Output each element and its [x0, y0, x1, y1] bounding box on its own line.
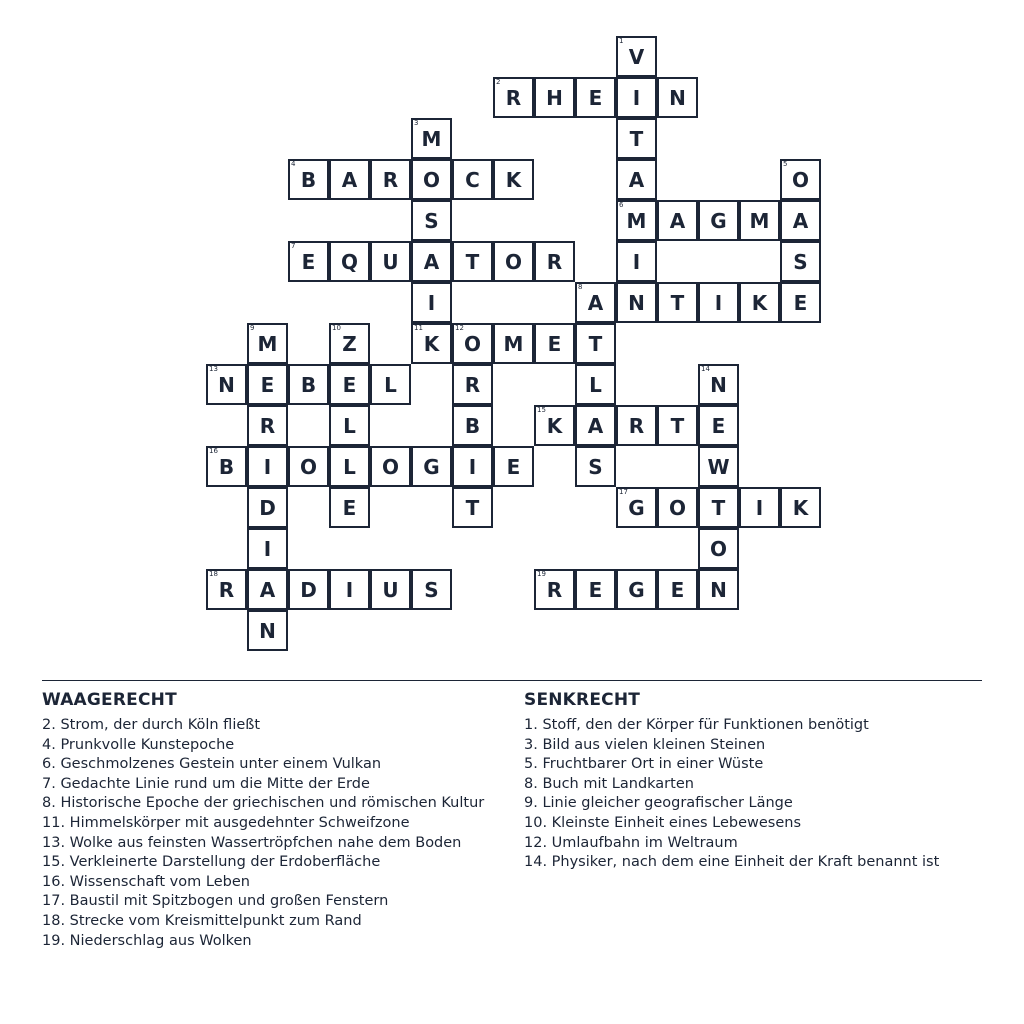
across-clue: 4. Prunkvolle Kunstepoche — [42, 736, 235, 753]
cell-letter: N — [710, 372, 727, 397]
clue-number: 18 — [209, 570, 218, 578]
grid-cell[interactable] — [329, 569, 370, 610]
grid-cell[interactable] — [739, 282, 780, 323]
across-clue: 17. Baustil mit Spitzbogen und großen Fenstern — [42, 893, 389, 910]
grid-cell[interactable] — [780, 159, 821, 200]
across-clues — [42, 690, 492, 951]
cell-letter: E — [588, 577, 603, 602]
grid-cell[interactable] — [411, 159, 452, 200]
grid-cell[interactable] — [493, 241, 534, 282]
grid-cell[interactable] — [370, 364, 411, 405]
across-clue: 7. Gedachte Linie rund um die Mitte der Erde — [42, 775, 370, 792]
clue-number: 5 — [783, 160, 788, 168]
grid-cell[interactable] — [780, 282, 821, 323]
cell-letter: D — [300, 577, 317, 602]
grid-cell[interactable] — [411, 241, 452, 282]
cell-letter: R — [464, 372, 481, 397]
cell-letter: O — [299, 454, 317, 479]
grid-cell[interactable] — [616, 487, 657, 528]
grid-cell[interactable] — [616, 118, 657, 159]
cell-letter: A — [792, 208, 809, 233]
grid-cell[interactable] — [288, 446, 329, 487]
grid-cell[interactable] — [657, 569, 698, 610]
grid-cell[interactable] — [575, 77, 616, 118]
grid-cell[interactable] — [452, 323, 493, 364]
cell-letter: A — [341, 167, 358, 192]
cell-letter: N — [669, 85, 686, 110]
cell-letter: N — [710, 577, 727, 602]
cell-letter: K — [423, 331, 440, 356]
grid-cell[interactable] — [288, 569, 329, 610]
grid-cell[interactable] — [288, 159, 329, 200]
cell-letter: I — [468, 454, 477, 479]
grid-cell[interactable] — [493, 77, 534, 118]
grid-cell[interactable] — [698, 569, 739, 610]
grid-cell[interactable] — [452, 159, 493, 200]
down-clue: 5. Fruchtbarer Ort in einer Wüste — [524, 756, 764, 773]
grid-cell[interactable] — [698, 487, 739, 528]
cell-letter: L — [384, 372, 397, 397]
grid-cell[interactable] — [411, 446, 452, 487]
grid-cell[interactable] — [452, 405, 493, 446]
grid-cell[interactable] — [411, 323, 452, 364]
grid-cell[interactable] — [329, 364, 370, 405]
cell-letter: R — [259, 413, 276, 438]
across-clue: 13. Wolke aus feinsten Wassertröpfchen nahe dem Boden — [42, 834, 462, 851]
cell-letter: M — [503, 331, 524, 356]
grid-cell[interactable] — [575, 446, 616, 487]
cell-letter: S — [424, 577, 439, 602]
cell-letter: E — [506, 454, 521, 479]
cell-letter: G — [710, 208, 727, 233]
grid-cell[interactable] — [534, 323, 575, 364]
grid-cell[interactable] — [452, 446, 493, 487]
grid-cell[interactable] — [616, 200, 657, 241]
cell-letter: S — [793, 249, 808, 274]
across-heading: WAAGERECHT — [42, 690, 177, 710]
grid-cell[interactable] — [575, 569, 616, 610]
across-clue: 8. Historische Epoche der griechischen und römischen Kultur — [42, 795, 485, 812]
grid-cell[interactable] — [247, 364, 288, 405]
grid-cell[interactable] — [329, 487, 370, 528]
cell-letter: I — [263, 454, 272, 479]
cell-letter: T — [670, 413, 685, 438]
cell-letter: B — [300, 372, 317, 397]
grid-cell[interactable] — [247, 323, 288, 364]
cell-letter: N — [218, 372, 235, 397]
cell-letter: A — [628, 167, 645, 192]
cell-letter: A — [669, 208, 686, 233]
grid-cell[interactable] — [370, 241, 411, 282]
clue-number: 8 — [578, 283, 583, 291]
cell-letter: E — [301, 249, 316, 274]
across-clue: 6. Geschmolzenes Gestein unter einem Vulkan — [42, 756, 382, 773]
cell-letter: I — [714, 290, 723, 315]
clue-number: 1 — [619, 37, 624, 45]
cell-letter: T — [629, 126, 644, 151]
clue-number: 13 — [209, 365, 218, 373]
grid-cell[interactable] — [698, 364, 739, 405]
cell-letter: T — [465, 249, 480, 274]
across-clue: 19. Niederschlag aus Wolken — [42, 932, 252, 949]
cell-letter: I — [632, 249, 641, 274]
grid-cell[interactable] — [247, 405, 288, 446]
cell-letter: A — [259, 577, 276, 602]
cell-letter: M — [749, 208, 770, 233]
cell-letter: K — [546, 413, 563, 438]
cell-letter: D — [259, 495, 276, 520]
grid-cell[interactable] — [370, 569, 411, 610]
grid-cell[interactable] — [493, 446, 534, 487]
cell-letter: L — [343, 454, 356, 479]
grid-cell[interactable] — [575, 364, 616, 405]
cell-letter: R — [546, 577, 563, 602]
cell-letter: T — [711, 495, 726, 520]
cell-letter: O — [709, 536, 727, 561]
cell-letter: K — [751, 290, 768, 315]
clue-number: 17 — [619, 488, 628, 496]
cell-letter: T — [465, 495, 480, 520]
grid-cell[interactable] — [698, 282, 739, 323]
grid-cell[interactable] — [411, 200, 452, 241]
cell-letter: E — [342, 372, 357, 397]
grid-cell[interactable] — [534, 569, 575, 610]
cell-letter: G — [628, 495, 645, 520]
cell-letter: O — [668, 495, 686, 520]
cell-letter: E — [342, 495, 357, 520]
cell-letter: R — [382, 167, 399, 192]
cell-letter: K — [505, 167, 522, 192]
cell-letter: E — [260, 372, 275, 397]
cell-letter: R — [505, 85, 522, 110]
cell-letter: H — [546, 85, 563, 110]
grid-cell[interactable] — [575, 405, 616, 446]
cell-letter: R — [628, 413, 645, 438]
grid-cell[interactable] — [534, 77, 575, 118]
grid-cell[interactable] — [206, 569, 247, 610]
grid-cell[interactable] — [247, 446, 288, 487]
across-clue: 16. Wissenschaft vom Leben — [42, 873, 250, 890]
cell-letter: T — [670, 290, 685, 315]
grid-cell[interactable] — [329, 446, 370, 487]
grid-cell[interactable] — [247, 610, 288, 651]
clue-number: 3 — [414, 119, 419, 127]
cell-letter: E — [670, 577, 685, 602]
grid-cell[interactable] — [493, 323, 534, 364]
cell-letter: N — [628, 290, 645, 315]
down-clue: 14. Physiker, nach dem eine Einheit der Kraft benannt ist — [524, 854, 940, 871]
grid-cell[interactable] — [575, 282, 616, 323]
down-clue: 3. Bild aus vielen kleinen Steinen — [524, 736, 766, 753]
cell-letter: B — [300, 167, 317, 192]
cell-letter: I — [263, 536, 272, 561]
cell-letter: M — [626, 208, 647, 233]
grid-cell[interactable] — [452, 487, 493, 528]
across-clue: 18. Strecke vom Kreismittelpunkt zum Rand — [42, 912, 362, 929]
cell-letter: A — [587, 413, 604, 438]
grid-cell[interactable] — [329, 405, 370, 446]
down-clues — [524, 690, 984, 873]
cell-letter: O — [504, 249, 522, 274]
grid-cell[interactable] — [739, 487, 780, 528]
grid-cell[interactable] — [698, 446, 739, 487]
grid-cell[interactable] — [493, 159, 534, 200]
grid-cell[interactable] — [411, 282, 452, 323]
grid-cell[interactable] — [534, 405, 575, 446]
down-clue: 8. Buch mit Landkarten — [524, 775, 694, 792]
cell-letter: N — [259, 618, 276, 643]
cell-letter: M — [257, 331, 278, 356]
grid-cell[interactable] — [329, 159, 370, 200]
cell-letter: I — [427, 290, 436, 315]
cell-letter: K — [792, 495, 809, 520]
clue-number: 2 — [496, 78, 501, 86]
clue-number: 6 — [619, 201, 624, 209]
down-clue: 12. Umlaufbahn im Weltraum — [524, 834, 738, 851]
grid-cell[interactable] — [329, 241, 370, 282]
clue-number: 10 — [332, 324, 341, 332]
grid-cell[interactable] — [247, 569, 288, 610]
grid-cell[interactable] — [698, 200, 739, 241]
down-clue: 9. Linie gleicher geografischer Länge — [524, 795, 793, 812]
cell-letter: M — [421, 126, 442, 151]
cell-letter: O — [381, 454, 399, 479]
grid-cell[interactable] — [657, 405, 698, 446]
cell-letter: A — [423, 249, 440, 274]
grid-cell[interactable] — [411, 569, 452, 610]
grid-cell[interactable] — [657, 487, 698, 528]
cell-letter: L — [343, 413, 356, 438]
down-clue: 10. Kleinste Einheit eines Lebewesens — [524, 814, 802, 831]
grid-cell[interactable] — [370, 159, 411, 200]
grid-cell[interactable] — [206, 364, 247, 405]
cell-letter: C — [465, 167, 480, 192]
across-clue: 2. Strom, der durch Köln fließt — [42, 717, 261, 733]
cell-letter: E — [711, 413, 726, 438]
cell-letter: U — [382, 249, 399, 274]
grid-cell[interactable] — [616, 569, 657, 610]
grid-cell[interactable] — [370, 446, 411, 487]
cell-letter: O — [463, 331, 481, 356]
across-clue: 15. Verkleinerte Darstellung der Erdoberfläche — [42, 854, 381, 871]
cell-letter: O — [422, 167, 440, 192]
cell-letter: U — [382, 577, 399, 602]
grid-cell[interactable] — [780, 241, 821, 282]
clue-number: 14 — [701, 365, 710, 373]
grid-cell[interactable] — [616, 405, 657, 446]
cell-letter: I — [755, 495, 764, 520]
divider — [42, 680, 982, 681]
grid-cell[interactable] — [780, 487, 821, 528]
cell-letter: R — [546, 249, 563, 274]
cell-letter: R — [218, 577, 235, 602]
cell-letter: O — [791, 167, 809, 192]
grid-cell[interactable] — [657, 77, 698, 118]
grid-cell[interactable] — [411, 118, 452, 159]
grid-cell[interactable] — [780, 200, 821, 241]
cell-letter: I — [632, 85, 641, 110]
cell-letter: Q — [340, 249, 358, 274]
grid-cell[interactable] — [616, 241, 657, 282]
grid-cell[interactable] — [616, 77, 657, 118]
cell-letter: E — [793, 290, 808, 315]
grid-cell[interactable] — [657, 282, 698, 323]
grid-cell[interactable] — [329, 323, 370, 364]
grid-cell[interactable] — [452, 364, 493, 405]
cell-letter: E — [547, 331, 562, 356]
cell-letter: S — [588, 454, 603, 479]
cell-letter: I — [345, 577, 354, 602]
grid-cell[interactable] — [616, 282, 657, 323]
clue-number: 11 — [414, 324, 423, 332]
grid-cell[interactable] — [616, 36, 657, 77]
grid-cell[interactable] — [575, 323, 616, 364]
grid-cell[interactable] — [247, 487, 288, 528]
clue-number: 9 — [250, 324, 255, 332]
clue-number: 7 — [291, 242, 296, 250]
grid-cell[interactable] — [452, 241, 493, 282]
grid-cell[interactable] — [698, 405, 739, 446]
clue-number: 19 — [537, 570, 546, 578]
grid-cell[interactable] — [206, 446, 247, 487]
grid-cell[interactable] — [739, 200, 780, 241]
cell-letter: B — [464, 413, 481, 438]
grid-cell[interactable] — [698, 528, 739, 569]
cell-letter: G — [423, 454, 440, 479]
clue-number: 12 — [455, 324, 464, 332]
across-clue: 11. Himmelskörper mit ausgedehnter Schweifzone — [42, 814, 410, 831]
clue-number: 15 — [537, 406, 546, 414]
grid-cell[interactable] — [657, 200, 698, 241]
cell-letter: W — [707, 454, 730, 479]
clue-number: 16 — [209, 447, 218, 455]
cell-letter: V — [628, 44, 645, 69]
down-heading: SENKRECHT — [524, 690, 641, 710]
cell-letter: Z — [342, 331, 357, 356]
grid-cell[interactable] — [534, 241, 575, 282]
cell-letter: A — [587, 290, 604, 315]
cell-letter: L — [589, 372, 602, 397]
cell-letter: T — [588, 331, 603, 356]
cell-letter: B — [218, 454, 235, 479]
grid-cell[interactable] — [288, 364, 329, 405]
cell-letter: E — [588, 85, 603, 110]
down-clue: 1. Stoff, den der Körper für Funktionen benötigt — [524, 717, 869, 733]
cell-letter: G — [628, 577, 645, 602]
cell-letter: S — [424, 208, 439, 233]
grid-cell[interactable] — [247, 528, 288, 569]
clue-number: 4 — [291, 160, 296, 168]
grid-cell[interactable] — [288, 241, 329, 282]
grid-cell[interactable] — [616, 159, 657, 200]
